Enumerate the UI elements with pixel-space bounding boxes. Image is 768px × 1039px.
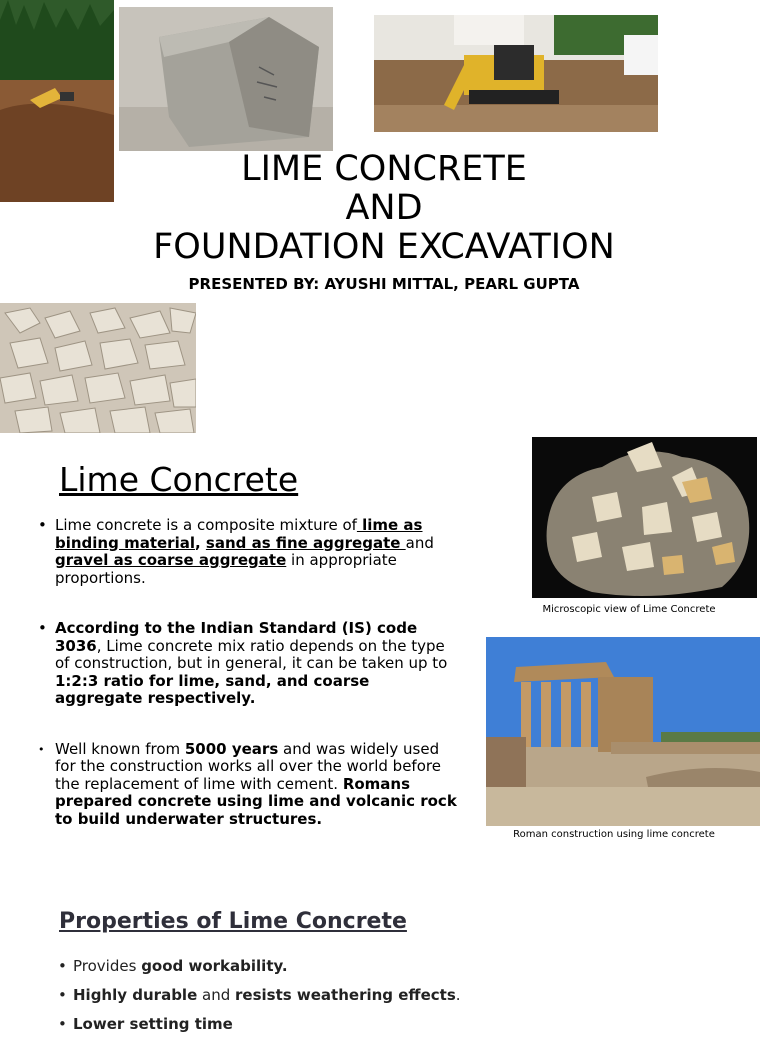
lime-concrete-heading: Lime Concrete	[59, 460, 299, 499]
presenters-line: PRESENTED BY: AYUSHI MITTAL, PEARL GUPTA	[188, 275, 580, 293]
lime-concrete-bullets	[38, 517, 458, 828]
roman-construction-photo	[486, 637, 760, 826]
list-item: • Well known from 5000 years and was widely used for the construction works all over the world before the replacement of lime with cement. Romans prepared concrete using lime and volcanic rock to build underwater structures.	[38, 739, 457, 828]
title-line-3: FOUNDATION EXCAVATION	[153, 227, 615, 267]
list-item: • Lime concrete is a composite mixture of lime as binding material, sand as fine aggregate and gravel as coarse aggregate in appropriate proportions.	[38, 516, 434, 587]
page-title	[0, 150, 768, 267]
bullet-dot: •	[38, 516, 47, 534]
bullet-dot: •	[38, 742, 45, 756]
microscopic-lime-concrete-photo	[532, 437, 757, 598]
microscopic-caption: Microscopic view of Lime Concrete	[542, 604, 716, 615]
title-line-2: AND	[345, 188, 423, 228]
bullet-dot: •	[58, 1015, 67, 1033]
properties-heading: Properties of Lime Concrete	[59, 909, 407, 934]
list-item: • Highly durable and resists weathering effects.	[58, 981, 461, 1010]
roman-caption: Roman construction using lime concrete	[513, 829, 715, 840]
list-item: • Provides good workability.	[58, 952, 461, 981]
gravel-photo	[0, 303, 196, 433]
title-line-1: LIME CONCRETE	[241, 149, 527, 189]
bullet-dot: •	[58, 986, 67, 1004]
excavator-photo	[374, 15, 658, 132]
concrete-cube-photo	[119, 7, 333, 151]
bullet-dot: •	[38, 619, 47, 637]
list-item: • Lower setting time	[58, 1010, 461, 1039]
list-item: • According to the Indian Standard (IS) code 3036, Lime concrete mix ratio depends on the type of construction, but in general, it can be taken up to 1:2:3 ratio for lime, sand, and coarse aggregate respectively.	[38, 619, 448, 707]
properties-list	[58, 952, 461, 1039]
bullet-dot: •	[58, 957, 67, 975]
